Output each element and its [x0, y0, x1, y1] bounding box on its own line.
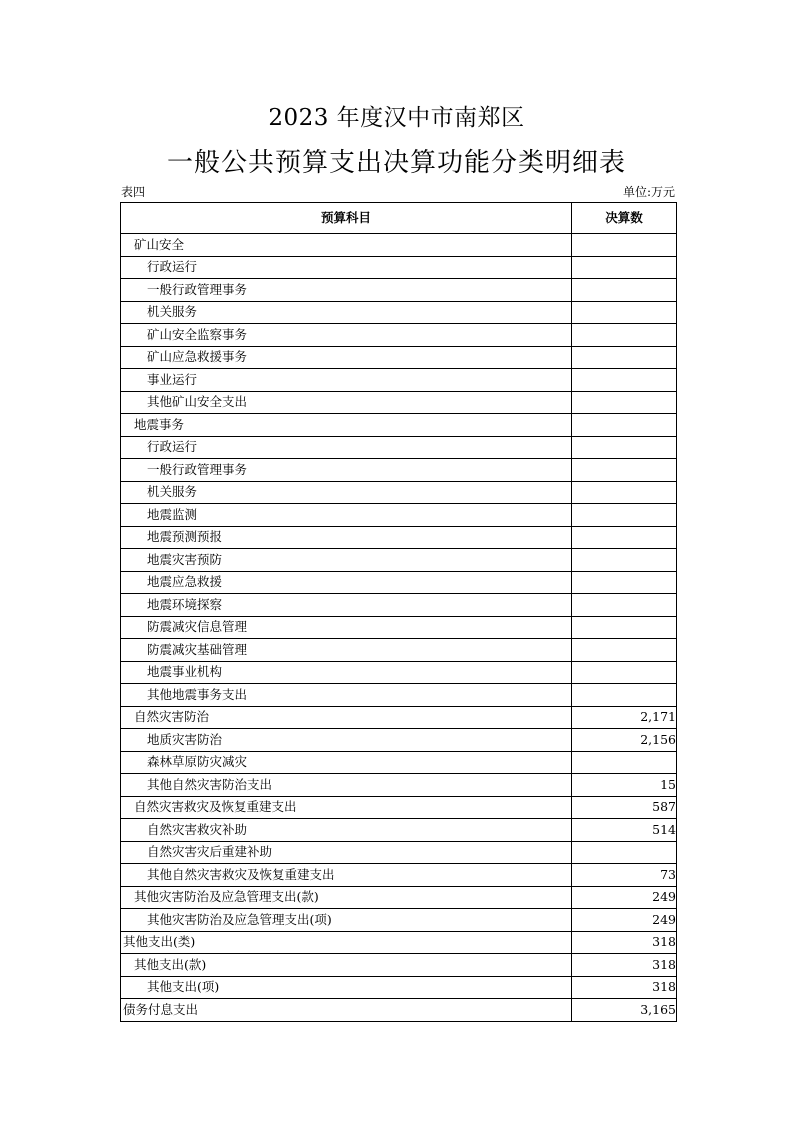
row-amount: [572, 234, 677, 257]
budget-table: [120, 202, 677, 1022]
row-subject: 其他支出(类): [121, 931, 572, 954]
row-amount: 249: [572, 909, 677, 932]
row-subject: 自然灾害救灾及恢复重建支出: [121, 796, 572, 819]
row-subject: 行政运行: [121, 436, 572, 459]
row-amount: 73: [572, 864, 677, 887]
row-amount: [572, 504, 677, 527]
row-amount: [572, 841, 677, 864]
table-row: [121, 954, 677, 977]
row-amount: [572, 301, 677, 324]
table-row: [121, 526, 677, 549]
table-row: [121, 639, 677, 662]
table-row: [121, 886, 677, 909]
table-row: [121, 549, 677, 572]
column-header-amount: 决算数: [572, 203, 677, 234]
row-subject: 森林草原防灾减灾: [121, 751, 572, 774]
row-subject: 矿山安全: [121, 234, 572, 257]
row-subject: 防震减灾信息管理: [121, 616, 572, 639]
row-amount: [572, 594, 677, 617]
table-row: [121, 931, 677, 954]
table-row: [121, 684, 677, 707]
row-subject: 自然灾害灾后重建补助: [121, 841, 572, 864]
row-amount: 587: [572, 796, 677, 819]
table-body: [121, 234, 677, 1022]
row-amount: [572, 459, 677, 482]
row-amount: [572, 481, 677, 504]
table-row: [121, 661, 677, 684]
row-amount: 318: [572, 954, 677, 977]
table-header-row: [121, 203, 677, 234]
row-subject: 地震环境探察: [121, 594, 572, 617]
table-number: 表四: [121, 185, 146, 199]
table-row: [121, 414, 677, 437]
row-subject: 地震监测: [121, 504, 572, 527]
row-subject: 地震应急救援: [121, 571, 572, 594]
row-amount: 15: [572, 774, 677, 797]
row-amount: [572, 661, 677, 684]
row-subject: 地震事务: [121, 414, 572, 437]
table-row: [121, 256, 677, 279]
unit-label: 单位:万元: [622, 185, 675, 199]
table-row: [121, 976, 677, 999]
row-subject: 其他灾害防治及应急管理支出(项): [121, 909, 572, 932]
row-amount: [572, 346, 677, 369]
row-amount: 2,171: [572, 706, 677, 729]
row-amount: [572, 279, 677, 302]
row-subject: 债务付息支出: [121, 999, 572, 1022]
row-subject: 事业运行: [121, 369, 572, 392]
table-row: [121, 796, 677, 819]
row-subject: 自然灾害防治: [121, 706, 572, 729]
row-subject: 其他灾害防治及应急管理支出(款): [121, 886, 572, 909]
table-row: [121, 369, 677, 392]
row-subject: 机关服务: [121, 301, 572, 324]
table-row: [121, 279, 677, 302]
table-row: [121, 751, 677, 774]
table-row: [121, 999, 677, 1022]
row-subject: 一般行政管理事务: [121, 459, 572, 482]
row-amount: [572, 571, 677, 594]
row-amount: 249: [572, 886, 677, 909]
row-subject: 地质灾害防治: [121, 729, 572, 752]
row-subject: 其他地震事务支出: [121, 684, 572, 707]
table-row: [121, 616, 677, 639]
row-amount: [572, 526, 677, 549]
table-row: [121, 459, 677, 482]
table-row: [121, 504, 677, 527]
table-row: [121, 436, 677, 459]
row-amount: [572, 369, 677, 392]
row-subject: 矿山应急救援事务: [121, 346, 572, 369]
table-row: [121, 301, 677, 324]
table-row: [121, 234, 677, 257]
table-row: [121, 346, 677, 369]
row-subject: 一般行政管理事务: [121, 279, 572, 302]
row-amount: 318: [572, 976, 677, 999]
row-subject: 地震预测预报: [121, 526, 572, 549]
row-amount: [572, 684, 677, 707]
row-subject: 地震事业机构: [121, 661, 572, 684]
table-row: [121, 594, 677, 617]
row-subject: 自然灾害救灾补助: [121, 819, 572, 842]
row-amount: [572, 391, 677, 414]
row-subject: 机关服务: [121, 481, 572, 504]
row-amount: [572, 256, 677, 279]
row-subject: 其他矿山安全支出: [121, 391, 572, 414]
row-subject: 矿山安全监察事务: [121, 324, 572, 347]
table-row: [121, 481, 677, 504]
table-row: [121, 571, 677, 594]
row-subject: 其他支出(款): [121, 954, 572, 977]
row-amount: 318: [572, 931, 677, 954]
table-row: [121, 841, 677, 864]
row-amount: [572, 639, 677, 662]
row-amount: 3,165: [572, 999, 677, 1022]
table-row: [121, 909, 677, 932]
table-row: [121, 391, 677, 414]
table-row: [121, 324, 677, 347]
table-row: [121, 706, 677, 729]
row-subject: 行政运行: [121, 256, 572, 279]
report-title: 一般公共预算支出决算功能分类明细表: [166, 148, 626, 178]
row-subject: 防震减灾基础管理: [121, 639, 572, 662]
row-subject: 其他自然灾害救灾及恢复重建支出: [121, 864, 572, 887]
table-row: [121, 774, 677, 797]
row-amount: 2,156: [572, 729, 677, 752]
row-amount: [572, 616, 677, 639]
row-subject: 其他自然灾害防治支出: [121, 774, 572, 797]
row-amount: [572, 324, 677, 347]
report-title-year: 2023 年度汉中市南郑区: [268, 105, 525, 131]
row-amount: [572, 549, 677, 572]
table-row: [121, 864, 677, 887]
row-amount: [572, 414, 677, 437]
row-amount: [572, 751, 677, 774]
column-header-subject: 预算科目: [121, 203, 572, 234]
table-row: [121, 729, 677, 752]
row-subject: 其他支出(项): [121, 976, 572, 999]
table-row: [121, 819, 677, 842]
row-subject: 地震灾害预防: [121, 549, 572, 572]
row-amount: [572, 436, 677, 459]
row-amount: 514: [572, 819, 677, 842]
